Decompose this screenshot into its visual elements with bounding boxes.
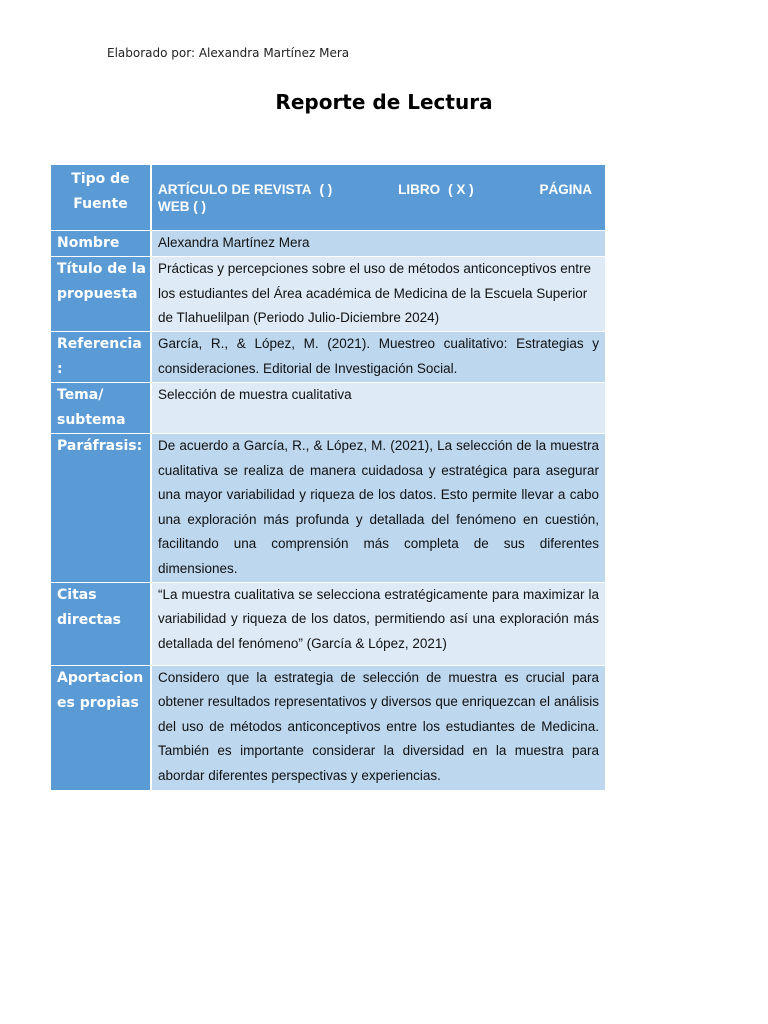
row-label: Nombre	[51, 231, 151, 257]
row-value: García, R., & López, M. (2021). Muestreo cualitativo: Estrategias y consideraciones. Editorial de Investigación Social.	[151, 332, 605, 383]
table-row	[51, 582, 605, 665]
table-row	[51, 332, 605, 383]
option-article: ARTÍCULO DE REVISTA ( )	[158, 181, 333, 197]
table-row	[51, 434, 605, 583]
row-label: Citas directas	[51, 582, 151, 665]
row-value: Alexandra Martínez Mera	[151, 231, 605, 257]
row-value: Prácticas y percepciones sobre el uso de métodos anticonceptivos entre los estudiantes del Área académica de Medicina de la Escuela Superior de Tlahuelilpan (Periodo Julio-Diciembre 2024)	[151, 257, 605, 332]
table-row-source-type	[51, 165, 605, 231]
row-label: Título de la propuesta	[51, 257, 151, 332]
mark-article: ( )	[319, 181, 333, 197]
option-web: PÁGINA	[539, 181, 592, 197]
option-book: LIBRO ( X )	[398, 181, 474, 197]
source-type-value	[151, 165, 605, 231]
row-label: Aportaciones propias	[51, 665, 151, 790]
table-row	[51, 383, 605, 434]
table-row	[51, 231, 605, 257]
table-row	[51, 257, 605, 332]
reading-report-table	[51, 165, 605, 791]
author-line: Elaborado por: Alexandra Martínez Mera	[107, 46, 350, 60]
row-value: De acuerdo a García, R., & López, M. (2021), La selección de la muestra cualitativa se realiza de manera cuidadosa y estratégica para asegurar una mayor variabilidad y riqueza de los datos. Esto permite llevar a cabo una exploración más profunda y detallada del fenómeno en cuestión, facilitando una comprensión más completa de sus diferentes dimensiones.	[151, 434, 605, 583]
row-value: “La muestra cualitativa se selecciona estratégicamente para maximizar la variabilidad y riqueza de los datos, permitiendo así una exploración más detallada del fenómeno” (García & López, 2021)	[151, 582, 605, 665]
document-title: Reporte de Lectura	[275, 90, 493, 114]
mark-book: ( X )	[448, 181, 474, 197]
row-label: Tema/ subtema	[51, 383, 151, 434]
option-web-continued: WEB ( )	[158, 198, 206, 214]
row-value: Considero que la estrategia de selección de muestra es crucial para obtener resultados representativos y diversos que enriquezcan el análisis del uso de métodos anticonceptivos entre los estudiantes de Medicina. También es importante considerar la diversidad en la muestra para abordar diferentes perspectivas y experiencias.	[151, 665, 605, 790]
row-label: Paráfrasis:	[51, 434, 151, 583]
row-label: Referencia :	[51, 332, 151, 383]
table-row	[51, 665, 605, 790]
row-value: Selección de muestra cualitativa	[151, 383, 605, 434]
source-type-label: Tipo de Fuente	[51, 165, 151, 231]
